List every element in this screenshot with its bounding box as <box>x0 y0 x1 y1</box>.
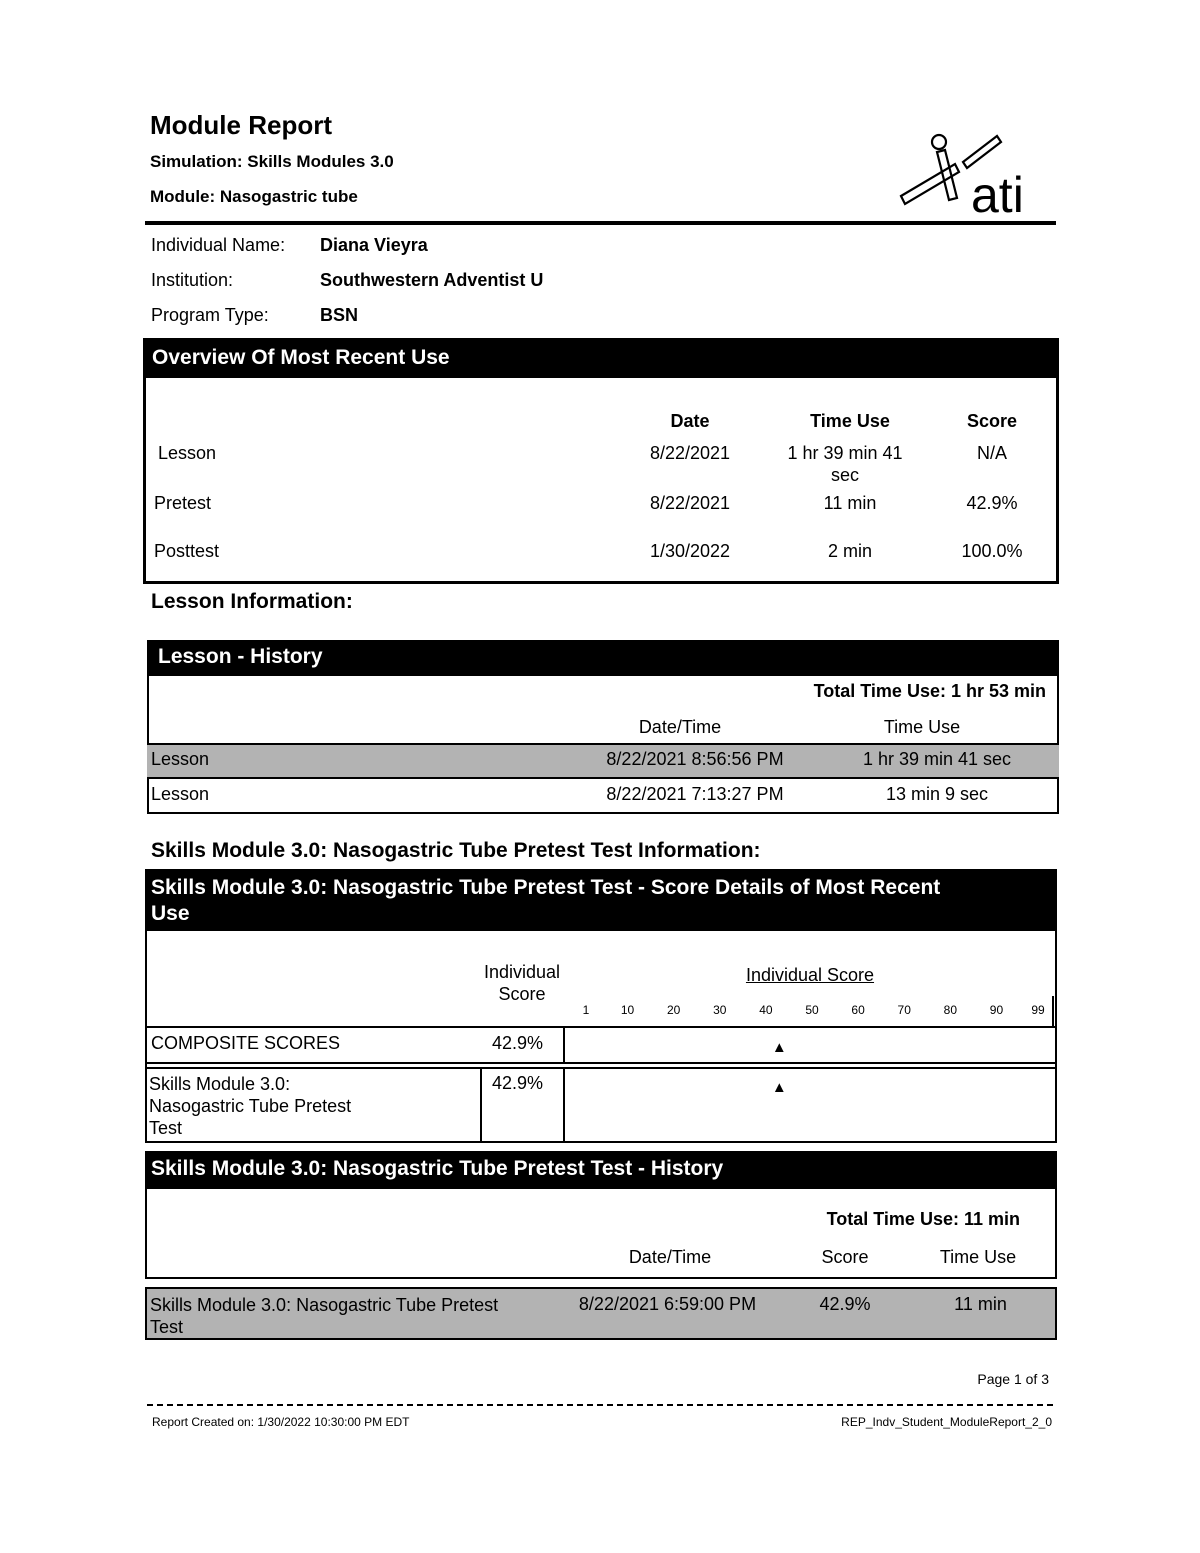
lesson-row-2-datetime: 8/22/2021 7:13:27 PM <box>606 784 784 804</box>
overview-col-time: Time Use <box>810 411 890 431</box>
col-individual-score <box>462 961 582 1005</box>
pretest-score-title-line-2: Use <box>151 902 190 925</box>
module-label-line-3: Test <box>149 1118 183 1138</box>
overview-row-lesson-time-1: 1 hr 39 min 41 <box>787 443 903 463</box>
overview-col-date: Date <box>670 411 710 431</box>
ati-logo-text: ati <box>971 167 1024 220</box>
program-label: Program Type: <box>151 305 269 325</box>
scale-tick-40: 40 <box>759 1003 773 1017</box>
program-value: BSN <box>320 305 359 325</box>
scale-tick-1: 1 <box>582 1003 590 1017</box>
page-number: Page 1 of 3 <box>977 1371 1049 1387</box>
lesson-row-1-datetime: 8/22/2021 8:56:56 PM <box>606 749 784 769</box>
pretest-col-time: Time Use <box>939 1247 1017 1267</box>
module-label-line-1: Skills Module 3.0: <box>149 1074 291 1094</box>
composite-divider <box>563 1026 565 1064</box>
report-created: Report Created on: 1/30/2022 10:30:00 PM EDT <box>152 1415 410 1429</box>
footer-divider <box>147 1404 1053 1406</box>
overview-col-score: Score <box>966 411 1018 431</box>
overview-row-posttest-score: 100.0% <box>961 541 1023 561</box>
overview-row-lesson-score: N/A <box>976 443 1007 463</box>
pretest-history-row-datetime: 8/22/2021 6:59:00 PM <box>578 1294 757 1314</box>
pretest-total-time: Total Time Use: 11 min <box>826 1209 1020 1229</box>
pretest-history-title: Skills Module 3.0: Nasogastric Tube Pretest Test - History <box>145 1151 1057 1189</box>
module-score-marker: ▲ <box>771 1079 787 1096</box>
col-individual-score-line-2: Score <box>498 984 546 1004</box>
pretest-info-heading: Skills Module 3.0: Nasogastric Tube Pretest Test Information: <box>151 839 761 862</box>
pretest-col-score: Score <box>821 1247 869 1267</box>
pretest-score-title-line-1: Skills Module 3.0: Nasogastric Tube Pretest Test - Score Details of Most Recent <box>151 876 941 899</box>
module-divider-1 <box>480 1067 482 1143</box>
header-rule <box>145 221 1056 225</box>
institution-label: Institution: <box>151 270 234 290</box>
overview-row-pretest-score: 42.9% <box>966 493 1018 513</box>
pretest-score-title <box>145 869 1057 931</box>
pretest-col-datetime: Date/Time <box>628 1247 712 1267</box>
page-title: Module Report <box>150 110 332 140</box>
scale-tick-99: 99 <box>1031 1003 1045 1017</box>
pretest-history-row-label-line-2: Test <box>150 1317 184 1337</box>
overview-row-pretest-date: 8/22/2021 <box>649 493 731 513</box>
pretest-history-row-label <box>150 1294 498 1338</box>
composite-score: 42.9% <box>492 1033 544 1053</box>
name-label: Individual Name: <box>151 235 286 255</box>
pretest-history-row-score: 42.9% <box>819 1294 871 1314</box>
overview-row-lesson-date: 8/22/2021 <box>649 443 731 463</box>
lesson-row-2-time: 13 min 9 sec <box>885 784 989 804</box>
overview-row-posttest-date: 1/30/2022 <box>649 541 731 561</box>
overview-row-pretest-label: Pretest <box>154 493 212 513</box>
scale-tick-10: 10 <box>620 1003 635 1017</box>
pretest-history-row-time: 11 min <box>954 1294 1007 1314</box>
scale-tick-90: 90 <box>989 1003 1004 1017</box>
lesson-history-title: Lesson - History <box>147 640 1059 676</box>
col-individual-score-line-1: Individual <box>483 962 561 982</box>
overview-row-pretest-time: 11 min <box>823 493 877 513</box>
module-divider-2 <box>563 1067 565 1143</box>
scale-tick-30: 30 <box>713 1003 727 1017</box>
module-label <box>149 1073 351 1139</box>
scale-title: Individual Score <box>745 965 875 985</box>
lesson-row-1-label: Lesson <box>151 749 210 769</box>
composite-label: COMPOSITE SCORES <box>151 1033 341 1053</box>
overview-row-posttest-label: Posttest <box>154 541 220 561</box>
lesson-col-datetime: Date/Time <box>638 717 722 737</box>
simulation-line: Simulation: Skills Modules 3.0 <box>150 152 394 171</box>
scale-tick-70: 70 <box>897 1003 911 1017</box>
overview-row-lesson-label: Lesson <box>158 443 217 463</box>
scale-tick-60: 60 <box>851 1003 865 1017</box>
lesson-row-2-label: Lesson <box>151 784 210 804</box>
overview-row-posttest-time: 2 min <box>827 541 872 561</box>
composite-score-marker: ▲ <box>771 1039 787 1056</box>
lesson-row-1-time: 1 hr 39 min 41 sec <box>862 749 1012 769</box>
scale-tick-20: 20 <box>666 1003 681 1017</box>
pretest-history-row-label-line-1: Skills Module 3.0: Nasogastric Tube Pretest <box>150 1295 499 1315</box>
scale-tick-80: 80 <box>943 1003 958 1017</box>
module-line: Module: Nasogastric tube <box>150 187 358 206</box>
overview-title: Overview Of Most Recent Use <box>143 338 1059 378</box>
lesson-total-time: Total Time Use: 1 hr 53 min <box>813 681 1046 701</box>
institution-value: Southwestern Adventist U <box>320 270 544 290</box>
module-label-line-2: Nasogastric Tube Pretest <box>149 1096 352 1116</box>
report-id: REP_Indv_Student_ModuleReport_2_0 <box>841 1415 1052 1429</box>
lesson-info-heading: Lesson Information: <box>151 590 353 613</box>
scale-tick-50: 50 <box>805 1003 819 1017</box>
lesson-col-time: Time Use <box>883 717 961 737</box>
overview-row-lesson-time-2: sec <box>830 465 859 485</box>
name-value: Diana Vieyra <box>320 235 428 255</box>
scale-end-line <box>1052 996 1054 1026</box>
module-score: 42.9% <box>492 1073 544 1093</box>
ati-logo <box>893 130 1053 220</box>
